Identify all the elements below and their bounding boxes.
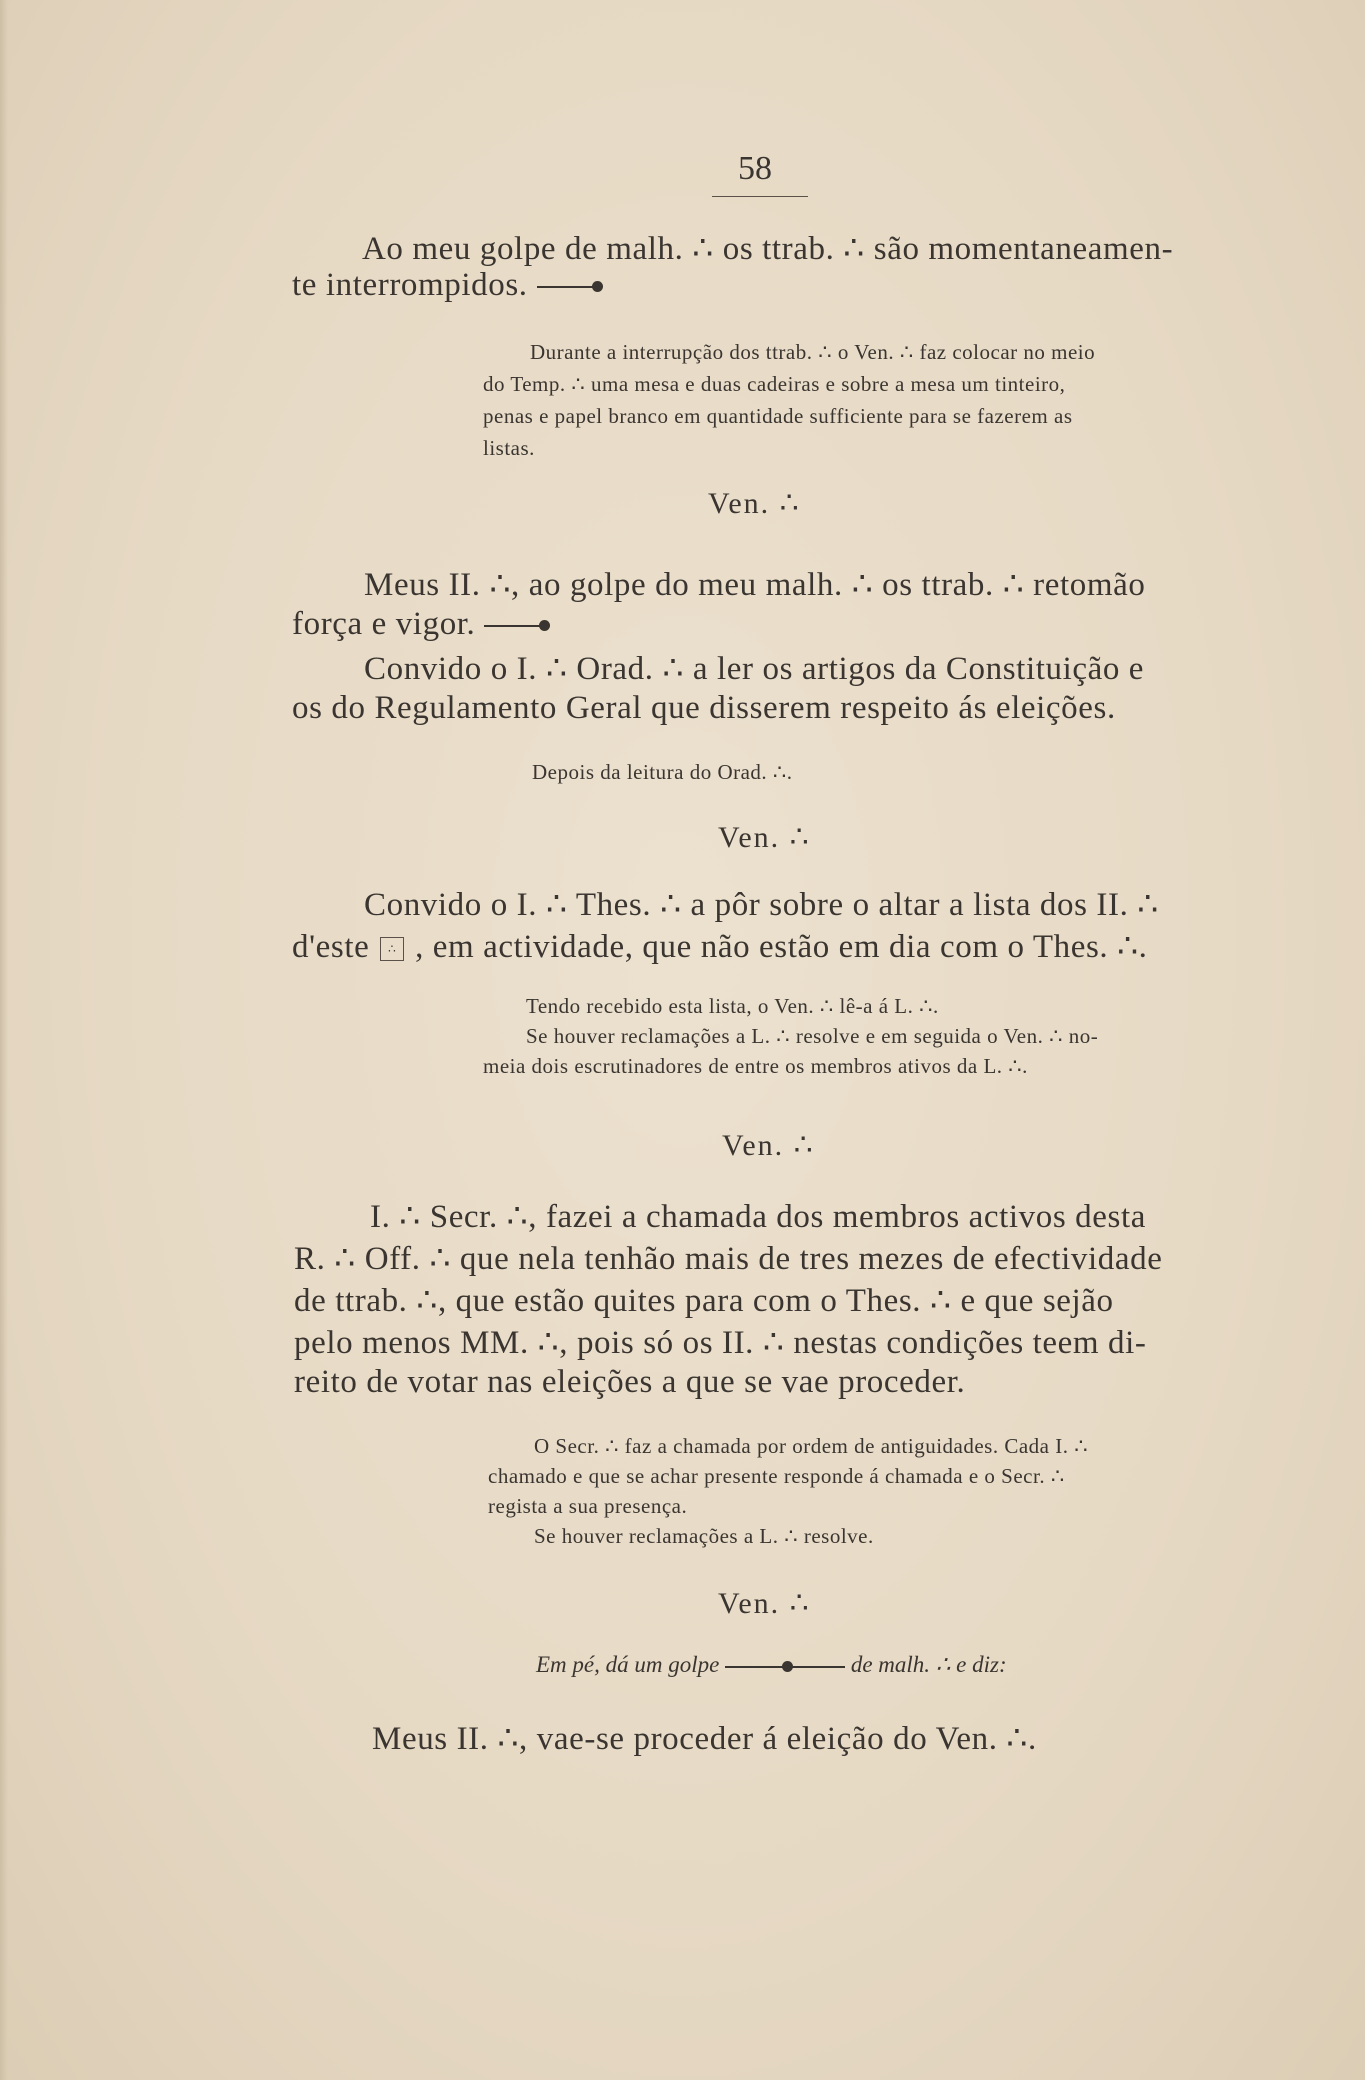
note-1-line-4: listas. — [483, 436, 535, 460]
note-2: Depois da leitura do Orad. ∴. — [532, 760, 793, 784]
paragraph-4-line-1: Convido o I. ∴ Thes. ∴ a pôr sobre o altar a lista dos II. ∴ — [364, 887, 1159, 923]
note-3-line-3: meia dois escrutinadores de entre os membros ativos da L. ∴. — [483, 1054, 1028, 1078]
page-number-rule — [712, 196, 808, 197]
lodge-symbol-icon: ∴ — [380, 937, 404, 961]
paragraph-2-line-1: Meus II. ∴, ao golpe do meu malh. ∴ os ttrab. ∴ retomão — [364, 567, 1146, 603]
page-number: 58 — [738, 150, 772, 187]
stage-direction-start: Em pé, dá um golpe — [536, 1652, 720, 1677]
paragraph-5-line-5: reito de votar nas eleições a que se vae proceder. — [294, 1364, 966, 1400]
paragraph-6: Meus II. ∴, vae-se proceder á eleição do Ven. ∴. — [372, 1721, 1037, 1757]
gavel-knock-mark — [484, 625, 544, 627]
paragraph-4-line-2-start: d'este — [292, 929, 370, 965]
paragraph-2-line-2-text: força e vigor. — [292, 606, 476, 642]
note-3-line-1: Tendo recebido esta lista, o Ven. ∴ lê-a á L. ∴. — [526, 994, 939, 1018]
page-edge — [0, 0, 8, 2080]
speaker-ven-3: Ven. ∴ — [722, 1129, 815, 1162]
paragraph-5-line-2: R. ∴ Off. ∴ que nela tenhão mais de tres mezes de efectividade — [294, 1241, 1163, 1277]
note-4-line-2: chamado e que se achar presente responde á chamada e o Secr. ∴ — [488, 1464, 1065, 1488]
gavel-knock-mark — [725, 1666, 845, 1668]
note-1-line-3: penas e papel branco em quantidade sufficiente para se fazerem as — [483, 404, 1073, 428]
paragraph-3-line-2: os do Regulamento Geral que disserem respeito ás eleições. — [292, 690, 1116, 726]
note-1-line-1: Durante a interrupção dos ttrab. ∴ o Ven. ∴ faz colocar no meio — [530, 340, 1096, 364]
note-4-line-3: regista a sua presença. — [488, 1494, 688, 1518]
note-3-line-2: Se houver reclamações a L. ∴ resolve e em seguida o Ven. ∴ no- — [526, 1024, 1099, 1048]
speaker-ven-4: Ven. ∴ — [718, 1587, 811, 1620]
paragraph-5-line-3: de ttrab. ∴, que estão quites para com o Thes. ∴ e que sejão — [294, 1283, 1114, 1319]
paragraph-5-line-1: I. ∴ Secr. ∴, fazei a chamada dos membros activos desta — [370, 1199, 1146, 1235]
note-4-line-1: O Secr. ∴ faz a chamada por ordem de antiguidades. Cada I. ∴ — [534, 1434, 1089, 1458]
speaker-ven-2: Ven. ∴ — [718, 821, 811, 854]
gavel-knock-mark — [537, 286, 597, 288]
paragraph-1-line-1: Ao meu golpe de malh. ∴ os ttrab. ∴ são momentaneamen- — [362, 231, 1174, 267]
paragraph-2-line-2 — [292, 606, 544, 643]
speaker-ven-1: Ven. ∴ — [708, 487, 801, 520]
stage-direction — [536, 1652, 1007, 1678]
paragraph-4-line-2 — [292, 926, 1148, 966]
note-4-line-4: Se houver reclamações a L. ∴ resolve. — [534, 1524, 874, 1548]
paragraph-1-line-2-text: te interrompidos. — [292, 267, 528, 303]
paragraph-5-line-4: pelo menos MM. ∴, pois só os II. ∴ nestas condições teem di- — [294, 1325, 1147, 1361]
paragraph-4-line-2-end: , em actividade, que não estão em dia com o Thes. ∴. — [415, 929, 1148, 965]
note-1-line-2: do Temp. ∴ uma mesa e duas cadeiras e sobre a mesa um tinteiro, — [483, 372, 1066, 396]
stage-direction-end: de malh. ∴ e diz: — [850, 1652, 1007, 1677]
paragraph-3-line-1: Convido o I. ∴ Orad. ∴ a ler os artigos da Constituição e — [364, 651, 1145, 687]
paragraph-1-line-2 — [292, 267, 597, 304]
